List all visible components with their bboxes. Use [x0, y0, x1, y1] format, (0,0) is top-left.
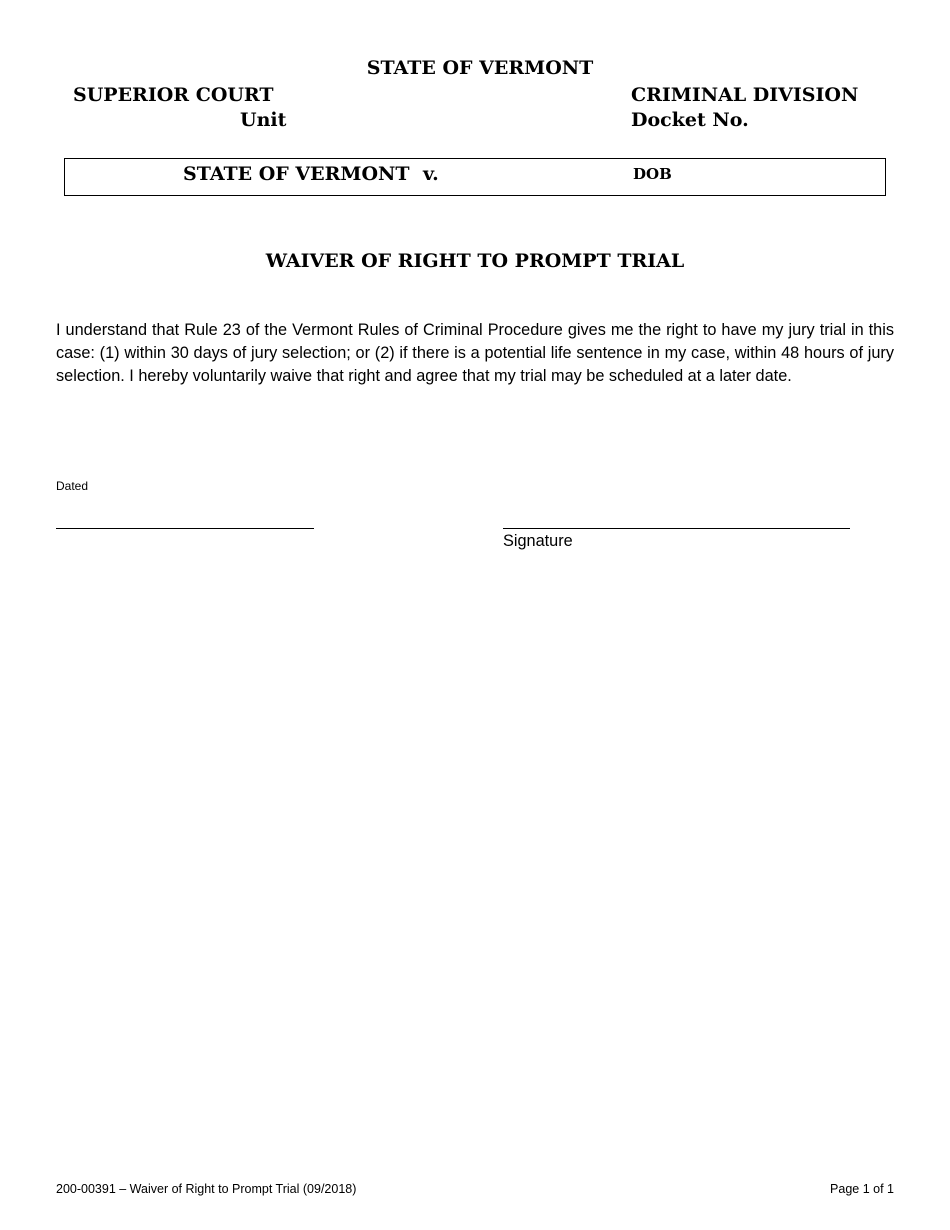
dated-label: Dated: [56, 479, 89, 493]
dob-label: DOB: [633, 165, 672, 183]
footer-form-id: 200-00391 – Waiver of Right to Prompt Trial (09/2018): [56, 1182, 357, 1196]
caption-versus: v.: [423, 163, 439, 185]
form-title: WAIVER OF RIGHT TO PROMPT TRIAL: [265, 250, 685, 272]
docket-label: Docket No.: [631, 109, 749, 131]
date-line[interactable]: [56, 528, 314, 529]
case-caption-box: [64, 158, 886, 196]
unit-label: Unit: [240, 109, 287, 131]
court-name: SUPERIOR COURT: [73, 84, 274, 106]
caption-plaintiff: STATE OF VERMONT: [183, 163, 410, 185]
state-title: STATE OF VERMONT: [366, 57, 594, 79]
signature-label: Signature: [503, 532, 573, 550]
footer-page-number: Page 1 of 1: [830, 1182, 894, 1196]
waiver-statement: I understand that Rule 23 of the Vermont Rules of Criminal Procedure gives me the right to have my jury trial in this case: (1) within 30 days of jury selection; or (2) if there is a potential life sentence in my case, within 48 hours of jury selection. I hereby voluntarily waive that right and agree that my trial may be scheduled at a later date.: [56, 321, 894, 385]
signature-line[interactable]: [503, 528, 850, 529]
division-name: CRIMINAL DIVISION: [631, 84, 859, 106]
